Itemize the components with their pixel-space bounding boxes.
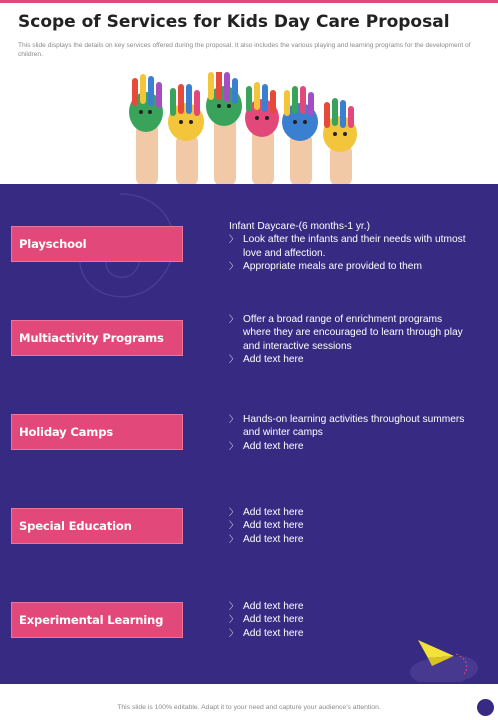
top-accent-bar [0,0,498,3]
bullet-item: 〉 Add text here [229,520,304,532]
bullet-item: 〉 Add text here [229,507,304,518]
chevron-right-icon: 〉 [229,601,239,611]
bullet-item: 〉 Offer a broad range of enrichment programs where they are encouraged to learn through play and interactive sessions [229,314,463,352]
service-tag-special-education: Special Education [11,508,183,544]
paper-plane-icon [408,636,488,682]
service-tag-playschool: Playschool [11,226,183,262]
services-panel [0,184,498,684]
service-tag-experimental-learning: Experimental Learning [11,602,183,638]
bullet-item: 〉 Add text here [229,627,304,639]
service-description-multiactivity [229,313,469,367]
page-subtitle: This slide displays the details on key services offered during the proposal. It also includes the various playing and learning programs for the development of children. [18,42,471,58]
service-tag-holiday-camps: Holiday Camps [11,414,183,450]
bullet-item: 〉 Add text here [229,533,304,545]
chevron-right-icon: 〉 [229,627,239,638]
service-intro: Infant Daycare-(6 months-1 yr.) [229,221,370,232]
bullet-item: 〉 Look after the infants and their needs with utmost love and affection. [229,234,466,259]
service-tag-multiactivity: Multiactivity Programs [11,320,183,356]
corner-dot [477,699,494,716]
bullet-item: 〉 Appropriate meals are provided to them [229,261,422,273]
chevron-right-icon: 〉 [229,507,239,517]
bullet-item: 〉 Add text here [229,601,304,612]
chevron-right-icon: 〉 [229,234,239,245]
painted-hands-illustration [118,72,380,186]
chevron-right-icon: 〉 [229,354,239,365]
chevron-right-icon: 〉 [229,261,239,272]
bullet-item: 〉 Add text here [229,614,304,626]
chevron-right-icon: 〉 [229,440,239,451]
service-description-holiday-camps [229,413,469,453]
footer-note: This slide is 100% editable. Adapt it to your need and capture your audience's attention. [117,704,381,711]
chevron-right-icon: 〉 [229,414,239,424]
service-description-playschool [229,220,469,274]
bullet-item: 〉 Add text here [229,440,304,452]
chevron-right-icon: 〉 [229,314,239,324]
service-description-special-education [229,506,469,546]
page-title: Scope of Services for Kids Day Care Proposal [18,12,450,32]
chevron-right-icon: 〉 [229,533,239,544]
bullet-item: 〉 Hands-on learning activities throughout summers and winter camps [229,414,465,439]
bullet-item: 〉 Add text here [229,354,304,366]
chevron-right-icon: 〉 [229,614,239,625]
chevron-right-icon: 〉 [229,520,239,531]
service-description-experimental-learning [229,600,469,640]
